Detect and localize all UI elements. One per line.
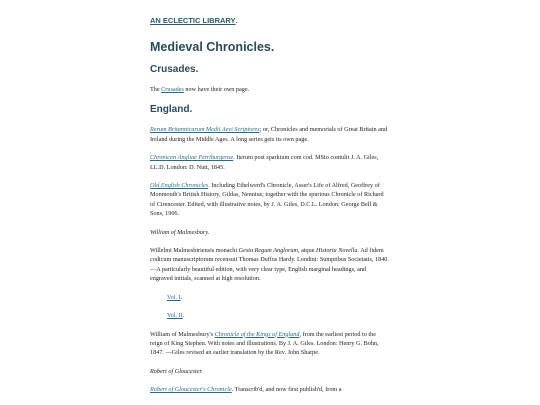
vol-2-item bbox=[150, 311, 390, 320]
vol-1-item bbox=[150, 293, 390, 302]
robert-gloucester-title: Robert of Gloucester's Chronicle bbox=[150, 386, 232, 394]
england-heading: England. bbox=[150, 104, 193, 116]
robert-gloucester-text: . Transcrib'd, and now first publish'd, from a bbox=[231, 386, 342, 394]
entry-chronicle-kings bbox=[150, 330, 390, 358]
chronicon-angliae-text: . Iterum post sparkium com cod. MSto contulit J. A. Giles, LL.D. London: D. Nutt, 1845. bbox=[150, 154, 379, 171]
entry-chronicon-angliae bbox=[150, 153, 390, 172]
gesta-regum-pre: Willelmi Malmesbiriensis monachi bbox=[150, 247, 239, 255]
crusades-text-after: now have their own page. bbox=[183, 86, 250, 93]
site-header bbox=[150, 10, 390, 28]
crusades-heading: Crusades. bbox=[150, 64, 199, 75]
entry-gesta-regum bbox=[150, 246, 390, 284]
crusades-text-before: The bbox=[150, 86, 162, 93]
gesta-regum-mid: , atque bbox=[297, 247, 317, 255]
rerum-britannicarum-text: ; or, Chronicles and memorials of Great Britain and Ireland during the Middle Ages. A long series gets its own page. bbox=[150, 126, 388, 143]
rerum-britannicarum-title: Rerum Britannicarum Medii Aevi Scriptores bbox=[150, 126, 260, 134]
crusades-link[interactable]: Crusades bbox=[161, 86, 184, 93]
site-trail: . bbox=[235, 16, 238, 25]
entry-old-english-chronicles bbox=[150, 181, 390, 219]
entry-rerum-britannicarum bbox=[150, 125, 390, 144]
entry-robert-gloucester bbox=[150, 385, 390, 394]
robert-heading: Robert of Gloucester. bbox=[150, 367, 203, 375]
chronicle-kings-link[interactable] bbox=[215, 331, 300, 338]
vol-1-end: . bbox=[180, 293, 183, 301]
page-title: Medieval Chronicles. bbox=[150, 40, 275, 54]
vol-1-link[interactable]: Vol. I bbox=[167, 293, 181, 301]
chronicon-angliae-link[interactable] bbox=[150, 154, 233, 161]
chronicle-kings-pre: William of Malmesbury's bbox=[150, 330, 215, 338]
vol-2-end: . bbox=[182, 312, 185, 320]
old-english-chronicles-link[interactable] bbox=[150, 182, 208, 189]
site-home-link[interactable]: AN ECLECTIC LIBRARY bbox=[150, 16, 236, 25]
william-heading: William of Malmesbury. bbox=[150, 228, 210, 236]
vol-2-link[interactable]: Vol. II bbox=[167, 312, 183, 320]
gesta-regum-post: . Ad fidem codicum manuscriptorum recensuit Thomas Duffus Hardy. Londini: Sumptibus Societatis, 1840. —A particularly beautiful edition, with very clear type, English marginal headings, and engraved initials, scanned at high resolution. bbox=[150, 247, 389, 283]
crusades-paragraph bbox=[150, 85, 390, 94]
historia-novella-title: Historia Novella bbox=[316, 247, 358, 255]
chronicle-kings-post: , from the earliest period to the reign of King Stephen. With notes and illustrations. By J. A. Giles. London: Henry G. Bohn, 1847. —Giles revised an earlier translation by the Rev. John Sharpe. bbox=[150, 330, 379, 357]
old-english-chronicles-title: Old English Chronicles bbox=[150, 182, 209, 190]
old-english-chronicles-text: . Including Ethelwerd's Chronicle, Asser's Life of Alfred, Geoffrey of Monmouth's British History, Gildas, Nennius; together with the spurious Chronicle of Richard of Cirencester. Edited, with illustrative notes, by J. A. Giles, D.C.L. London: George Bell & Sons, 1906. bbox=[150, 182, 384, 218]
chronicon-angliae-title: Chronicon Angliae Petriburgense bbox=[150, 154, 234, 162]
rerum-britannicarum-link[interactable] bbox=[150, 126, 260, 133]
page-content bbox=[150, 10, 390, 395]
gesta-regum-title: Gesta Regum Anglorum bbox=[238, 247, 298, 255]
robert-gloucester-link[interactable] bbox=[150, 386, 232, 393]
chronicle-kings-title: Chronicle of the Kings of England bbox=[214, 330, 300, 338]
